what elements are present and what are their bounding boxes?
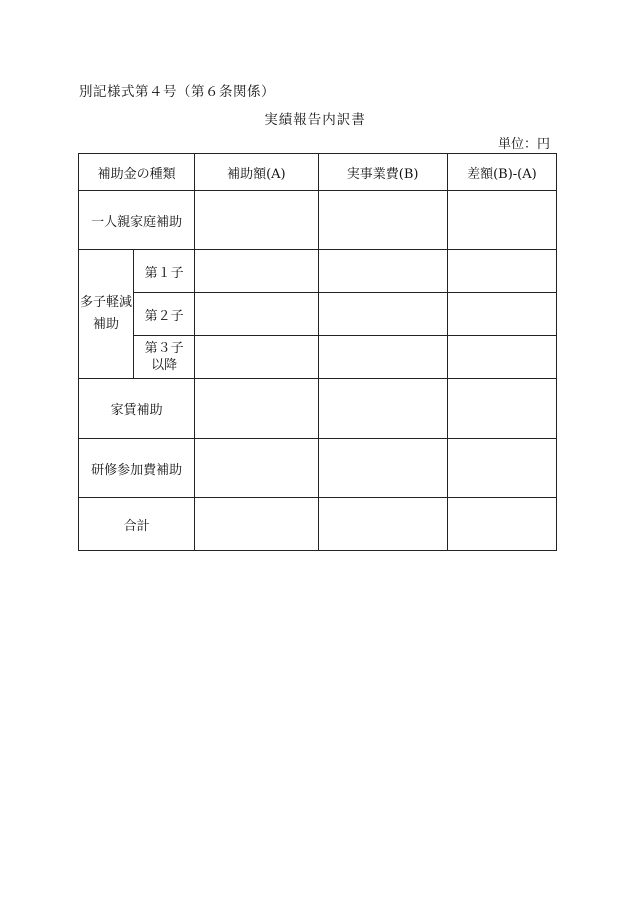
- table-row: [79, 191, 557, 250]
- row-label-single-parent: 一人親家庭補助: [79, 191, 195, 250]
- cell-amount-a: [195, 379, 318, 439]
- cell-expense-b: [318, 379, 447, 439]
- cell-difference: [447, 439, 556, 498]
- cell-difference: [447, 336, 556, 379]
- table-row: [79, 379, 557, 439]
- header-amount-a: 補助額(A): [195, 154, 318, 191]
- cell-difference: [447, 293, 556, 336]
- cell-expense-b: [318, 336, 447, 379]
- header-difference: 差額(B)-(A): [447, 154, 556, 191]
- total-row: [79, 498, 557, 551]
- cell-amount-a: [195, 191, 318, 250]
- cell-expense-b: [318, 498, 447, 551]
- third-child-line1: 第３子: [144, 341, 184, 356]
- form-number-label: 別記様式第４号（第６条関係）: [79, 84, 275, 100]
- table-row: [79, 293, 557, 336]
- group-label-line1: 多子軽減: [80, 295, 133, 310]
- table-row: [79, 336, 557, 379]
- cell-expense-b: [318, 191, 447, 250]
- cell-difference: [447, 191, 556, 250]
- row-group-multi-child: [79, 250, 134, 379]
- header-type: 補助金の種類: [79, 154, 195, 191]
- header-expense-b: 実事業費(B): [318, 154, 447, 191]
- cell-amount-a: [195, 293, 318, 336]
- unit-label: 単位：円: [497, 137, 550, 152]
- row-label-second-child: 第２子: [134, 293, 195, 336]
- cell-expense-b: [318, 439, 447, 498]
- row-label-first-child: 第１子: [134, 250, 195, 293]
- cell-difference: [447, 379, 556, 439]
- document-title: 実績報告内訳書: [264, 112, 366, 128]
- cell-difference: [447, 250, 556, 293]
- row-label-training: 研修参加費補助: [79, 439, 195, 498]
- group-label-line2: 補助: [93, 317, 120, 332]
- row-label-total: 合計: [79, 498, 195, 551]
- cell-amount-a: [195, 250, 318, 293]
- table-row: [79, 250, 557, 293]
- table-row: [79, 439, 557, 498]
- third-child-line2: 以降: [151, 358, 178, 373]
- cell-expense-b: [318, 293, 447, 336]
- cell-amount-a: [195, 336, 318, 379]
- report-table: [78, 153, 557, 551]
- cell-amount-a: [195, 498, 318, 551]
- cell-difference: [447, 498, 556, 551]
- cell-expense-b: [318, 250, 447, 293]
- cell-amount-a: [195, 439, 318, 498]
- row-label-third-child: [134, 336, 195, 379]
- row-label-rent: 家賃補助: [79, 379, 195, 439]
- header-row: [79, 154, 557, 191]
